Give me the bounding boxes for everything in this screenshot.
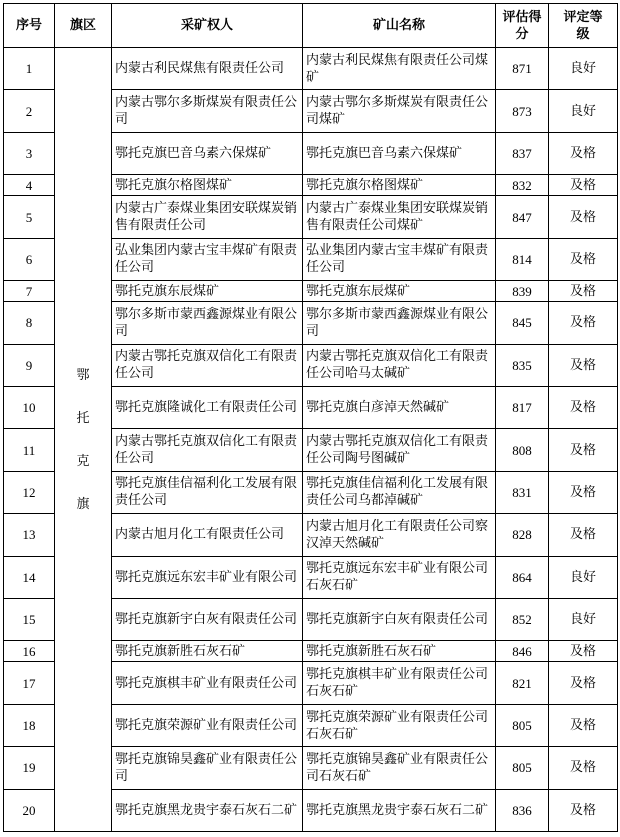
district-char: 克 [76, 453, 90, 469]
row-holder: 鄂托克旗东辰煤矿 [112, 281, 303, 302]
row-mine: 内蒙古鄂托克旗双信化工有限责任公司哈马太碱矿 [303, 344, 496, 386]
row-holder: 内蒙古旭月化工有限责任公司 [112, 514, 303, 556]
row-mine: 弘业集团内蒙古宝丰煤矿有限责任公司 [303, 238, 496, 280]
row-mine: 内蒙古旭月化工有限责任公司察汉淖天然碱矿 [303, 514, 496, 556]
row-mine: 鄂托克旗棋丰矿业有限责任公司石灰石矿 [303, 662, 496, 704]
row-holder: 内蒙古鄂托克旗双信化工有限责任公司 [112, 429, 303, 471]
row-grade: 及格 [549, 429, 618, 471]
district-char: 托 [76, 410, 90, 426]
row-mine: 内蒙古鄂托克旗双信化工有限责任公司陶号图碱矿 [303, 429, 496, 471]
row-index: 16 [4, 641, 55, 662]
row-grade: 及格 [549, 704, 618, 746]
row-holder: 鄂托克旗黑龙贵宇泰石灰石二矿 [112, 789, 303, 831]
row-score: 839 [496, 281, 549, 302]
row-grade: 及格 [549, 132, 618, 174]
row-grade: 及格 [549, 747, 618, 789]
row-score: 873 [496, 90, 549, 132]
row-mine: 内蒙古利民煤焦有限责任公司煤矿 [303, 48, 496, 90]
row-holder: 内蒙古鄂托克旗双信化工有限责任公司 [112, 344, 303, 386]
row-score: 845 [496, 302, 549, 344]
row-score: 805 [496, 704, 549, 746]
row-mine: 鄂托克旗荣源矿业有限责任公司石灰石矿 [303, 704, 496, 746]
row-score: 831 [496, 471, 549, 513]
row-mine: 鄂托克旗白彦淖天然碱矿 [303, 387, 496, 429]
row-holder: 鄂托克旗荣源矿业有限责任公司 [112, 704, 303, 746]
row-grade: 及格 [549, 387, 618, 429]
row-mine: 鄂托克旗巴音乌素六保煤矿 [303, 132, 496, 174]
row-grade: 良好 [549, 556, 618, 598]
row-holder: 鄂托克旗远东宏丰矿业有限公司 [112, 556, 303, 598]
row-mine: 鄂托克旗东辰煤矿 [303, 281, 496, 302]
row-index: 20 [4, 789, 55, 831]
row-score: 817 [496, 387, 549, 429]
table-row [4, 48, 618, 90]
row-holder: 鄂托克旗隆诚化工有限责任公司 [112, 387, 303, 429]
header-mine: 矿山名称 [303, 4, 496, 48]
row-mine: 鄂托克旗远东宏丰矿业有限公司石灰石矿 [303, 556, 496, 598]
row-grade: 及格 [549, 662, 618, 704]
row-holder: 鄂托克旗棋丰矿业有限责任公司 [112, 662, 303, 704]
row-mine: 鄂尔多斯市蒙西鑫源煤业有限公司 [303, 302, 496, 344]
row-mine: 鄂托克旗新胜石灰石矿 [303, 641, 496, 662]
row-holder: 鄂尔多斯市蒙西鑫源煤业有限公司 [112, 302, 303, 344]
header-score: 评估得分 [496, 4, 549, 48]
row-grade: 及格 [549, 281, 618, 302]
row-grade: 及格 [549, 302, 618, 344]
row-index: 13 [4, 514, 55, 556]
row-score: 808 [496, 429, 549, 471]
row-score: 805 [496, 747, 549, 789]
row-grade: 及格 [549, 789, 618, 831]
row-mine: 鄂托克旗佳信福利化工发展有限责任公司乌都淖碱矿 [303, 471, 496, 513]
row-mine: 鄂托克旗黑龙贵宇泰石灰石二矿 [303, 789, 496, 831]
row-grade: 良好 [549, 48, 618, 90]
row-mine: 内蒙古鄂尔多斯煤炭有限责任公司煤矿 [303, 90, 496, 132]
row-grade: 及格 [549, 641, 618, 662]
header-row [4, 4, 618, 48]
row-grade: 良好 [549, 598, 618, 640]
row-score: 837 [496, 132, 549, 174]
row-index: 6 [4, 238, 55, 280]
row-holder: 鄂托克旗新宇白灰有限责任公司 [112, 598, 303, 640]
row-mine: 鄂托克旗新宇白灰有限责任公司 [303, 598, 496, 640]
district-char: 旗 [76, 496, 90, 512]
row-index: 7 [4, 281, 55, 302]
row-holder: 内蒙古广泰煤业集团安联煤炭销售有限责任公司 [112, 196, 303, 238]
row-grade: 及格 [549, 344, 618, 386]
row-mine: 内蒙古广泰煤业集团安联煤炭销售有限责任公司煤矿 [303, 196, 496, 238]
row-score: 864 [496, 556, 549, 598]
header-grade: 评定等级 [549, 4, 618, 48]
row-holder: 鄂托克旗新胜石灰石矿 [112, 641, 303, 662]
row-score: 828 [496, 514, 549, 556]
row-index: 2 [4, 90, 55, 132]
row-index: 4 [4, 175, 55, 196]
table-body [4, 48, 618, 832]
row-index: 12 [4, 471, 55, 513]
header-index: 序号 [4, 4, 55, 48]
row-index: 3 [4, 132, 55, 174]
row-index: 11 [4, 429, 55, 471]
row-mine: 鄂托克旗尔格图煤矿 [303, 175, 496, 196]
row-index: 19 [4, 747, 55, 789]
row-holder: 弘业集团内蒙古宝丰煤矿有限责任公司 [112, 238, 303, 280]
row-index: 18 [4, 704, 55, 746]
row-holder: 内蒙古鄂尔多斯煤炭有限责任公司 [112, 90, 303, 132]
row-mine: 鄂托克旗锦昊鑫矿业有限责任公司石灰石矿 [303, 747, 496, 789]
row-score: 821 [496, 662, 549, 704]
row-grade: 及格 [549, 196, 618, 238]
row-score: 835 [496, 344, 549, 386]
row-score: 836 [496, 789, 549, 831]
row-score: 846 [496, 641, 549, 662]
header-holder: 采矿权人 [112, 4, 303, 48]
district-cell [55, 48, 112, 832]
row-score: 871 [496, 48, 549, 90]
row-grade: 及格 [549, 514, 618, 556]
row-grade: 及格 [549, 471, 618, 513]
row-grade: 及格 [549, 175, 618, 196]
row-index: 14 [4, 556, 55, 598]
row-score: 814 [496, 238, 549, 280]
mine-evaluation-table [3, 3, 618, 832]
row-index: 10 [4, 387, 55, 429]
row-index: 5 [4, 196, 55, 238]
row-holder: 鄂托克旗巴音乌素六保煤矿 [112, 132, 303, 174]
row-index: 8 [4, 302, 55, 344]
row-score: 847 [496, 196, 549, 238]
row-index: 15 [4, 598, 55, 640]
row-score: 852 [496, 598, 549, 640]
row-holder: 鄂托克旗尔格图煤矿 [112, 175, 303, 196]
district-char: 鄂 [76, 367, 90, 383]
row-score: 832 [496, 175, 549, 196]
row-grade: 良好 [549, 90, 618, 132]
row-holder: 内蒙古利民煤焦有限责任公司 [112, 48, 303, 90]
row-holder: 鄂托克旗佳信福利化工发展有限责任公司 [112, 471, 303, 513]
header-district: 旗区 [55, 4, 112, 48]
row-holder: 鄂托克旗锦昊鑫矿业有限责任公司 [112, 747, 303, 789]
row-index: 17 [4, 662, 55, 704]
row-index: 1 [4, 48, 55, 90]
row-index: 9 [4, 344, 55, 386]
row-grade: 及格 [549, 238, 618, 280]
